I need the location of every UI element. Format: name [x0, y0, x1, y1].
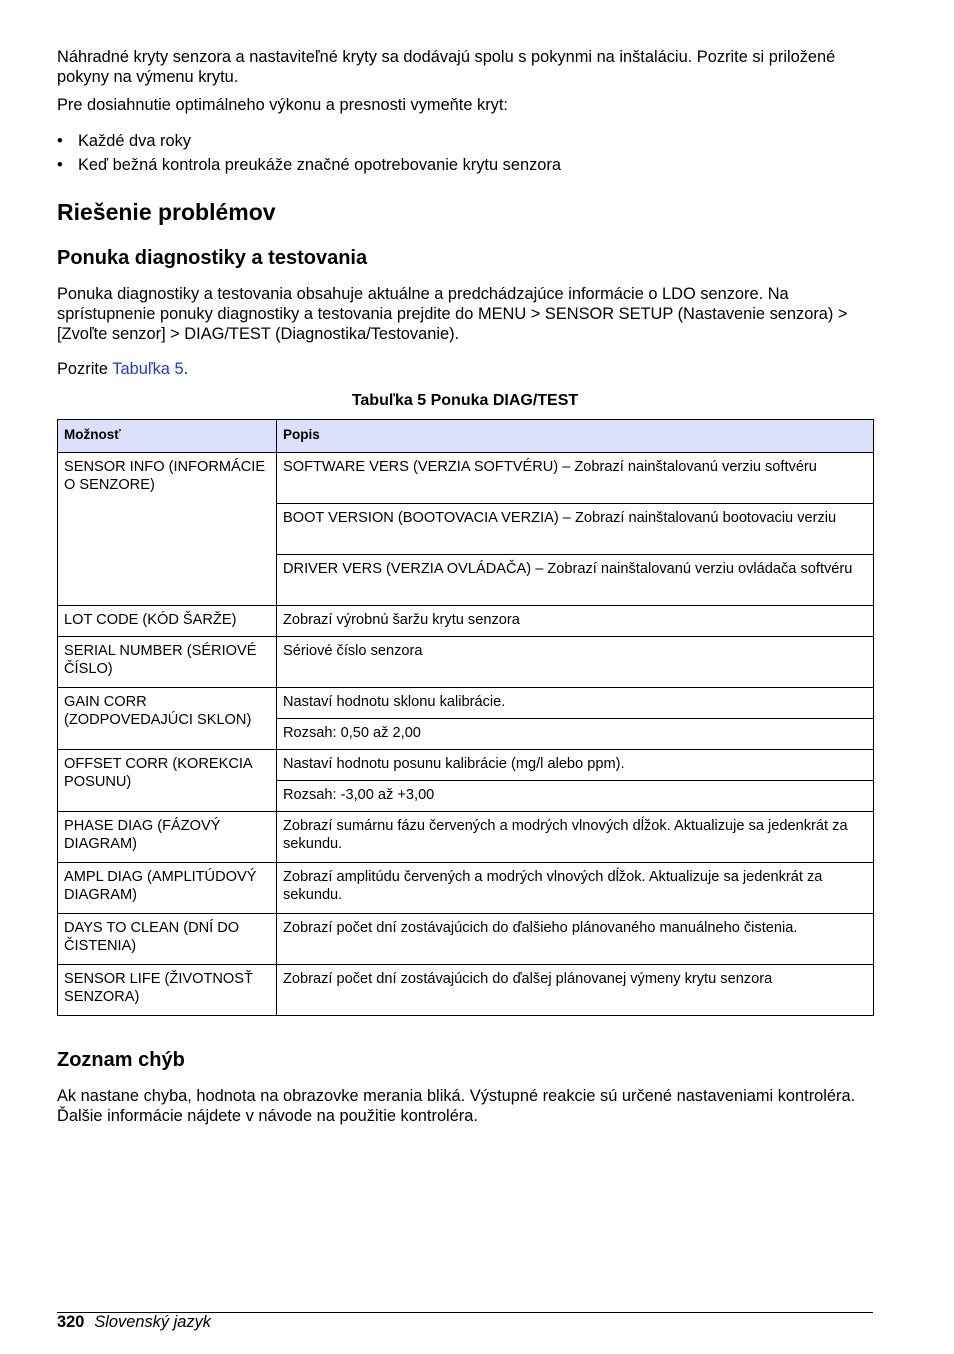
table-row: [58, 606, 874, 637]
bullet-marker: •: [57, 132, 63, 150]
option-cell: GAIN CORR (ZODPOVEDAJÚCI SKLON): [58, 688, 277, 750]
table-link[interactable]: Tabuľka 5: [112, 360, 184, 378]
subsection-title-diag: Ponuka diagnostiky a testovania: [57, 247, 368, 269]
table-row: [58, 637, 874, 688]
intro-paragraph-1: Náhradné kryty senzora a nastaviteľné kryty sa dodávajú spolu s pokynmi na inštaláciu. Pozrite si priložené pokyny na výmenu krytu.: [57, 48, 836, 86]
diag-test-table: [57, 419, 874, 1016]
footer-language: Slovenský jazyk: [94, 1313, 211, 1331]
diag-paragraph: Ponuka diagnostiky a testovania obsahuje aktuálne a predchádzajúce informácie o LDO senzore. Na sprístupnenie ponuky diagnostiky a testovania prejdite do MENU > SENSOR SETUP (Nastavenie senzora) > [Zvoľte senzor] > DIAG/TEST (Diagnostika/Testovanie).: [57, 285, 848, 343]
description-cell: SOFTWARE VERS (VERZIA SOFTVÉRU) – Zobrazí nainštalovanú verziu softvéru: [277, 453, 874, 504]
table-row: [58, 812, 874, 863]
description-cell: Zobrazí počet dní zostávajúcich do ďalšej plánovanej výmeny krytu senzora: [277, 965, 874, 1016]
description-cell: Zobrazí sumárnu fázu červených a modrých vlnových dĺžok. Aktualizuje sa jedenkrát za sekundu.: [277, 812, 874, 863]
table-row: [58, 453, 874, 504]
intro-paragraph-2: Pre dosiahnutie optimálneho výkonu a presnosti vymeňte kryt:: [57, 96, 508, 114]
bullet-marker: •: [57, 156, 63, 174]
bullet-text: Keď bežná kontrola preukáže značné opotrebovanie krytu senzora: [78, 156, 561, 174]
option-cell: AMPL DIAG (AMPLITÚDOVÝ DIAGRAM): [58, 863, 277, 914]
table-row: [58, 965, 874, 1016]
table-row: [58, 688, 874, 719]
table-caption: Tabuľka 5 Ponuka DIAG/TEST: [351, 392, 579, 409]
description-cell: Nastaví hodnotu posunu kalibrácie (mg/l alebo ppm).: [277, 750, 874, 781]
option-cell: SENSOR LIFE (ŽIVOTNOSŤ SENZORA): [58, 965, 277, 1016]
table-header-row: [58, 420, 874, 453]
option-cell: DAYS TO CLEAN (DNÍ DO ČISTENIA): [58, 914, 277, 965]
section-title: Riešenie problémov: [57, 199, 276, 225]
option-cell: OFFSET CORR (KOREKCIA POSUNU): [58, 750, 277, 812]
table-row: [58, 863, 874, 914]
option-cell: PHASE DIAG (FÁZOVÝ DIAGRAM): [58, 812, 277, 863]
subsection-title-errors: Zoznam chýb: [57, 1049, 185, 1071]
errors-paragraph: Ak nastane chyba, hodnota na obrazovke merania bliká. Výstupné reakcie sú určené nastaveniami kontroléra. Ďalšie informácie nájdete v návode na použitie kontroléra.: [57, 1087, 856, 1125]
description-cell: Zobrazí počet dní zostávajúcich do ďalšieho plánovaného manuálneho čistenia.: [277, 914, 874, 965]
page-footer: [57, 1312, 211, 1332]
option-cell: LOT CODE (KÓD ŠARŽE): [58, 606, 277, 637]
table-row: [58, 750, 874, 781]
header-option: Možnosť: [58, 420, 277, 453]
see-prefix: Pozrite: [57, 360, 113, 378]
bullet-text: Každé dva roky: [78, 132, 191, 150]
description-cell: BOOT VERSION (BOOTOVACIA VERZIA) – Zobrazí nainštalovanú bootovaciu verziu: [277, 504, 874, 555]
see-table-paragraph: [57, 359, 877, 379]
description-cell: Sériové číslo senzora: [277, 637, 874, 688]
description-cell: Zobrazí amplitúdu červených a modrých vlnových dĺžok. Aktualizuje sa jedenkrát za sekundu.: [277, 863, 874, 914]
table-row: [58, 914, 874, 965]
option-cell: SENSOR INFO (INFORMÁCIE O SENZORE): [58, 453, 277, 606]
option-cell: SERIAL NUMBER (SÉRIOVÉ ČÍSLO): [58, 637, 277, 688]
description-cell: DRIVER VERS (VERZIA OVLÁDAČA) – Zobrazí nainštalovanú verziu ovládača softvéru: [277, 555, 874, 606]
description-cell: Rozsah: 0,50 až 2,00: [277, 719, 874, 750]
description-cell: Nastaví hodnotu sklonu kalibrácie.: [277, 688, 874, 719]
page-number: 320: [57, 1313, 85, 1331]
see-suffix: .: [183, 360, 189, 378]
description-cell: Zobrazí výrobnú šaržu krytu senzora: [277, 606, 874, 637]
description-cell: Rozsah: -3,00 až +3,00: [277, 781, 874, 812]
header-description: Popis: [277, 420, 874, 453]
